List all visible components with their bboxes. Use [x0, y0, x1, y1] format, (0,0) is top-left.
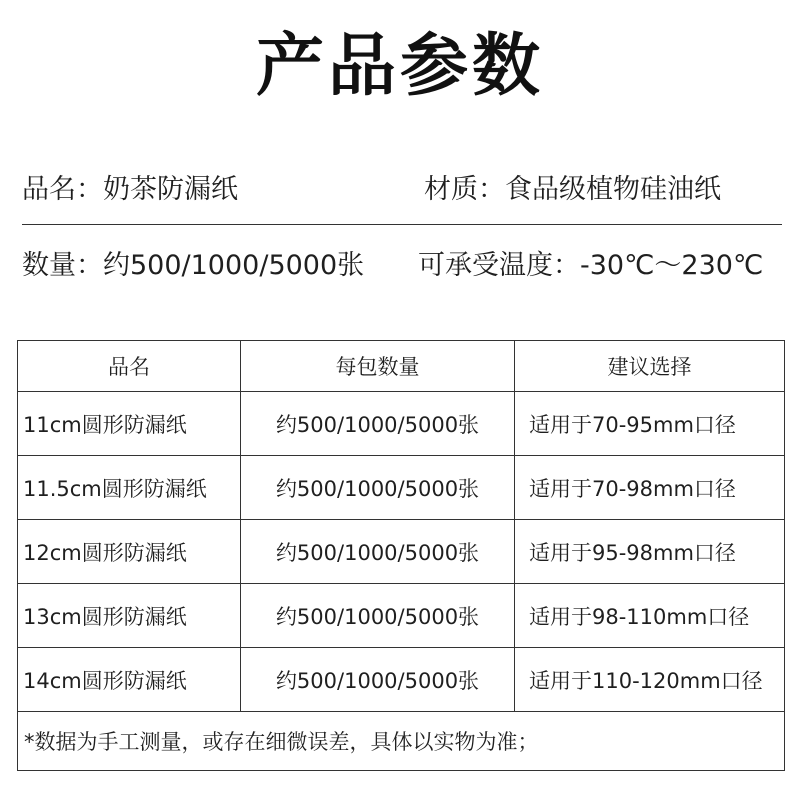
spec-temperature: 可承受温度：-30℃～230℃: [418, 250, 764, 281]
page-title: 产品参数: [255, 27, 544, 106]
table-note: *数据为手工测量，或存在细微误差，具体以实物为准；: [18, 712, 785, 771]
cell-recommendation: 适用于70-98mm口径: [515, 456, 785, 520]
cell-quantity: 约500/1000/5000张: [241, 392, 515, 456]
table-row: [18, 584, 785, 648]
cell-name: 11.5cm圆形防漏纸: [18, 456, 241, 520]
spec-material: 材质：食品级植物硅油纸: [424, 174, 721, 205]
cell-quantity: 约500/1000/5000张: [241, 456, 515, 520]
column-header-name: 品名: [18, 341, 241, 392]
cell-name: 12cm圆形防漏纸: [18, 520, 241, 584]
cell-quantity: 约500/1000/5000张: [241, 648, 515, 712]
table-header-row: [18, 341, 785, 392]
cell-quantity: 约500/1000/5000张: [241, 520, 515, 584]
cell-recommendation: 适用于70-95mm口径: [515, 392, 785, 456]
spec-quantity: 数量：约500/1000/5000张: [22, 250, 365, 281]
table-row: [18, 392, 785, 456]
cell-recommendation: 适用于110-120mm口径: [515, 648, 785, 712]
table-row: [18, 520, 785, 584]
table-note-row: [18, 712, 785, 771]
column-header-recommendation: 建议选择: [515, 341, 785, 392]
cell-quantity: 约500/1000/5000张: [241, 584, 515, 648]
column-header-quantity: 每包数量: [241, 341, 515, 392]
divider: [22, 224, 782, 225]
cell-recommendation: 适用于98-110mm口径: [515, 584, 785, 648]
cell-recommendation: 适用于95-98mm口径: [515, 520, 785, 584]
table-row: [18, 456, 785, 520]
table-row: [18, 648, 785, 712]
spec-product-name: 品名：奶茶防漏纸: [22, 174, 238, 205]
cell-name: 11cm圆形防漏纸: [18, 392, 241, 456]
cell-name: 13cm圆形防漏纸: [18, 584, 241, 648]
parameter-table: [17, 340, 785, 771]
cell-name: 14cm圆形防漏纸: [18, 648, 241, 712]
